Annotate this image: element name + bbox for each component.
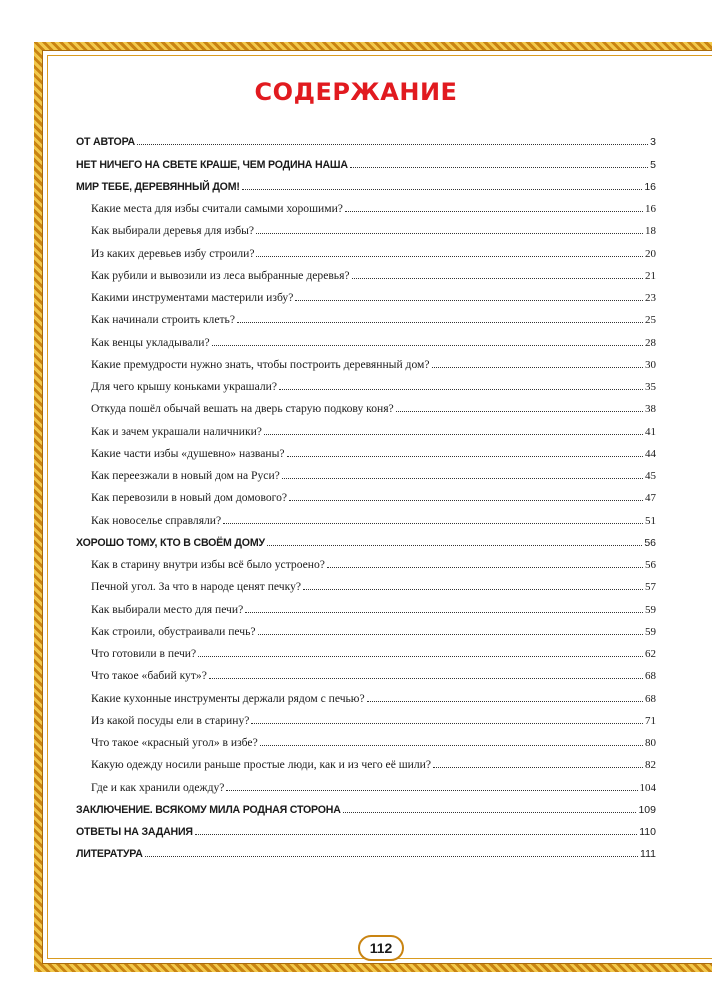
toc-entry-title: Из каких деревьев избу строили?: [91, 246, 255, 260]
toc-entry-title: ХОРОШО ТОМУ, КТО В СВОЁМ ДОМУ: [76, 536, 265, 549]
toc-subsection-entry[interactable]: [76, 327, 656, 349]
toc-entry-page-number: 82: [645, 759, 656, 772]
toc-entry-title: Какие кухонные инструменты держали рядом с печью?: [91, 691, 365, 705]
dot-leader: [137, 143, 648, 145]
dot-leader: [433, 766, 643, 768]
toc-entry-page-number: 80: [645, 737, 656, 749]
toc-subsection-entry[interactable]: [76, 216, 656, 238]
toc-entry-page-number: 35: [645, 381, 656, 393]
toc-entry-title: Как переезжали в новый дом на Руси?: [91, 469, 280, 482]
toc-subsection-entry[interactable]: [76, 194, 656, 216]
toc-entry-title: Из какой посуды ели в старину?: [91, 713, 250, 727]
dot-leader: [282, 477, 643, 479]
toc-entry-title: Какими инструментами мастерили избу?: [91, 291, 294, 304]
toc-entry-title: Что такое «бабий кут»?: [91, 669, 207, 683]
toc-entry-page-number: 5: [650, 158, 656, 171]
toc-entry-title: Как перевозили в новый дом домового?: [91, 491, 288, 505]
toc-subsection-entry[interactable]: [76, 238, 656, 260]
toc-entry-title: Как выбирали место для печи?: [91, 602, 244, 616]
toc-entry-title: Как рубили и вывозили из леса выбранные деревья?: [91, 268, 350, 282]
toc-entry-page-number: 23: [645, 292, 656, 304]
dot-leader: [295, 299, 643, 301]
toc-entry-title: Как венцы укладывали?: [91, 335, 210, 349]
toc-subsection-entry[interactable]: [76, 439, 656, 461]
toc-entry-page-number: 25: [645, 314, 656, 327]
toc-subsection-entry[interactable]: [76, 683, 656, 705]
toc-section-entry[interactable]: [76, 839, 656, 861]
toc-entry-title: Какие места для избы считали самыми хорошими?: [91, 202, 343, 215]
toc-entry-page-number: 68: [645, 670, 656, 683]
toc-subsection-entry[interactable]: [76, 461, 656, 483]
toc-entry-page-number: 104: [639, 781, 656, 794]
toc-subsection-entry[interactable]: [76, 661, 656, 683]
dot-leader: [226, 789, 637, 791]
dot-leader: [223, 522, 643, 524]
toc-entry-title: Как и зачем украшали наличники?: [91, 424, 262, 438]
toc-subsection-entry[interactable]: [76, 283, 656, 305]
dot-leader: [256, 232, 643, 234]
toc-subsection-entry[interactable]: [76, 550, 656, 572]
dot-leader: [352, 277, 643, 279]
dot-leader: [264, 433, 643, 435]
dot-leader: [327, 566, 643, 568]
toc-entry-title: Какие части избы «душевно» названы?: [91, 446, 285, 460]
dot-leader: [303, 588, 643, 590]
dot-leader: [367, 700, 643, 702]
toc-section-entry[interactable]: [76, 127, 656, 149]
toc-entry-page-number: 38: [645, 403, 656, 416]
toc-subsection-entry[interactable]: [76, 483, 656, 505]
dot-leader: [212, 344, 643, 346]
toc-entry-title: Откуда пошёл обычай вешать на дверь старую подкову коня?: [91, 402, 394, 416]
toc-entry-title: Что такое «красный угол» в избе?: [91, 736, 258, 749]
toc-subsection-entry[interactable]: [76, 617, 656, 639]
toc-entry-title: Как выбирали деревья для избы?: [91, 224, 255, 238]
toc-entry-title: Где и как хранили одежду?: [91, 780, 225, 794]
toc-entry-page-number: 57: [645, 581, 656, 594]
dot-leader: [279, 388, 643, 390]
toc-entry-page-number: 16: [644, 180, 656, 193]
toc-entry-title: Какую одежду носили раньше простые люди, как и из чего её шили?: [91, 758, 432, 772]
toc-entry-title: ЗАКЛЮЧЕНИЕ. ВСЯКОМУ МИЛА РОДНАЯ СТОРОНА: [76, 803, 341, 816]
dot-leader: [245, 611, 643, 613]
toc-entry-title: Для чего крышу коньками украшали?: [91, 380, 277, 393]
toc-section-entry[interactable]: [76, 795, 656, 817]
dot-leader: [237, 321, 643, 323]
toc-subsection-entry[interactable]: [76, 372, 656, 394]
toc-entry-page-number: 62: [645, 648, 656, 660]
toc-entry-page-number: 111: [640, 848, 656, 861]
toc-entry-title: МИР ТЕБЕ, ДЕРЕВЯННЫЙ ДОМ!: [76, 180, 240, 193]
toc-entry-page-number: 16: [645, 203, 656, 215]
toc-subsection-entry[interactable]: [76, 505, 656, 527]
toc-entry-title: ЛИТЕРАТУРА: [76, 848, 143, 861]
toc-entry-page-number: 28: [645, 336, 656, 349]
dot-leader: [242, 188, 643, 190]
toc-entry-title: ОТ АВТОРА: [76, 136, 135, 149]
toc-entry-title: ОТВЕТЫ НА ЗАДАНИЯ: [76, 826, 193, 838]
dot-leader: [289, 499, 643, 501]
toc-subsection-entry[interactable]: [76, 572, 656, 594]
toc-subsection-entry[interactable]: [76, 772, 656, 794]
toc-entry-page-number: 44: [645, 447, 656, 460]
dot-leader: [198, 655, 643, 657]
toc-subsection-entry[interactable]: [76, 639, 656, 661]
dot-leader: [195, 833, 637, 835]
page-number-badge: 112: [358, 935, 404, 961]
table-of-contents: [76, 127, 656, 861]
toc-entry-page-number: 18: [645, 225, 656, 238]
toc-entry-page-number: 56: [644, 536, 656, 549]
toc-subsection-entry[interactable]: [76, 594, 656, 616]
toc-entry-page-number: 45: [645, 470, 656, 482]
toc-entry-page-number: 68: [645, 692, 656, 705]
toc-entry-page-number: 20: [645, 247, 656, 260]
toc-entry-page-number: 71: [645, 714, 656, 727]
toc-entry-page-number: 47: [645, 492, 656, 505]
dot-leader: [350, 166, 648, 168]
page-title: СОДЕРЖАНИЕ: [254, 78, 458, 106]
toc-subsection-entry[interactable]: [76, 750, 656, 772]
toc-section-entry[interactable]: [76, 172, 656, 194]
toc-entry-title: Как начинали строить клеть?: [91, 313, 235, 327]
toc-entry-page-number: 56: [645, 559, 656, 571]
toc-subsection-entry[interactable]: [76, 416, 656, 438]
dot-leader: [287, 455, 643, 457]
dot-leader: [145, 855, 638, 857]
toc-entry-title: НЕТ НИЧЕГО НА СВЕТЕ КРАШЕ, ЧЕМ РОДИНА НАША: [76, 158, 348, 171]
toc-section-entry[interactable]: [76, 817, 656, 839]
toc-subsection-entry[interactable]: [76, 261, 656, 283]
dot-leader: [432, 366, 643, 368]
toc-entry-page-number: 110: [639, 826, 656, 838]
toc-subsection-entry[interactable]: [76, 706, 656, 728]
toc-entry-title: Что готовили в печи?: [91, 647, 197, 660]
toc-entry-page-number: 21: [645, 269, 656, 282]
toc-entry-page-number: 59: [645, 603, 656, 616]
dot-leader: [209, 677, 643, 679]
dot-leader: [345, 210, 643, 212]
toc-entry-title: Как в старину внутри избы всё было устроено?: [91, 558, 325, 571]
toc-entry-page-number: 3: [650, 136, 656, 149]
toc-entry-page-number: 41: [645, 425, 656, 438]
toc-section-entry[interactable]: [76, 528, 656, 550]
dot-leader: [267, 544, 642, 546]
toc-entry-page-number: 59: [645, 625, 656, 638]
toc-entry-title: Как строили, обустраивали печь?: [91, 624, 256, 638]
toc-subsection-entry[interactable]: [76, 728, 656, 750]
toc-entry-title: Печной угол. За что в народе ценят печку?: [91, 580, 302, 594]
toc-section-entry[interactable]: [76, 149, 656, 171]
dot-leader: [343, 811, 637, 813]
toc-entry-page-number: 51: [645, 514, 656, 527]
toc-entry-page-number: 30: [645, 358, 656, 371]
dot-leader: [260, 744, 643, 746]
toc-subsection-entry[interactable]: [76, 394, 656, 416]
toc-subsection-entry[interactable]: [76, 350, 656, 372]
toc-entry-title: Как новоселье справляли?: [91, 513, 222, 527]
dot-leader: [251, 722, 643, 724]
toc-entry-title: Какие премудрости нужно знать, чтобы построить деревянный дом?: [91, 357, 430, 371]
dot-leader: [396, 410, 643, 412]
dot-leader: [258, 633, 643, 635]
dot-leader: [256, 255, 643, 257]
toc-entry-page-number: 109: [638, 803, 656, 816]
toc-subsection-entry[interactable]: [76, 305, 656, 327]
